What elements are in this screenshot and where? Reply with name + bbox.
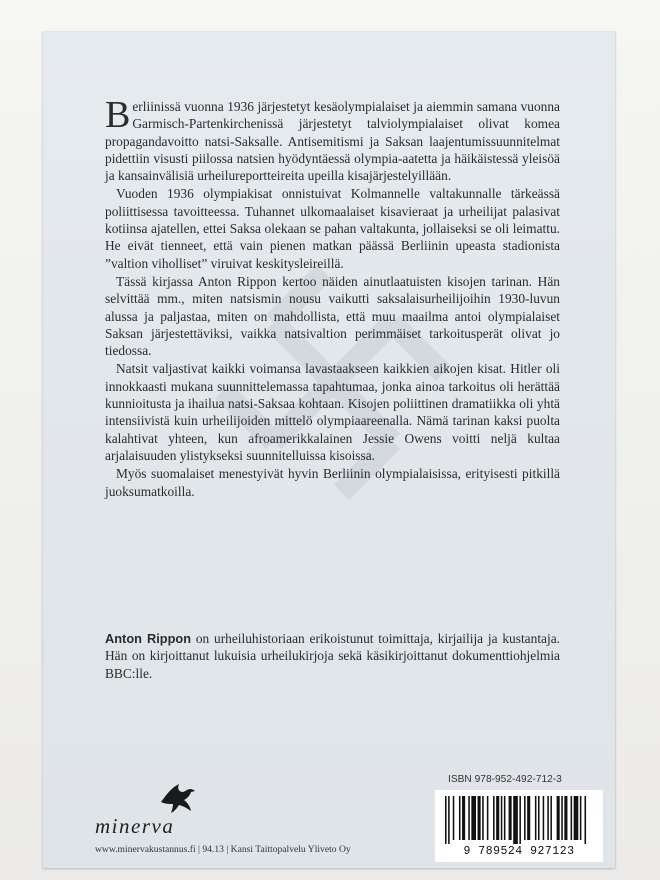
- barcode-bar: [513, 796, 518, 844]
- barcode-bar: [557, 796, 560, 840]
- blurb-paragraph-1: [105, 94, 560, 184]
- barcode-bar: [471, 796, 476, 840]
- barcode-bars: [443, 796, 595, 844]
- book-back-cover: [43, 32, 615, 868]
- barcode-bar: [585, 796, 587, 844]
- blurb-paragraph-4: Natsit valjastivat kaikki voimansa lavastaakseen kaikkien aikojen kisat. Hitler oli innokkaasti mukana suunnittelemassa tapahtumaa, jonka ainoa tarkoitus oli herättää kunnioitusta ja ihailua natsi-Saksaa kohtaan. Kisojen poliittinen dramatiikka oli yhtä intensiivistä kuin urheilijoiden mittelö olympiaareenalla. Nämä tarinan kaksi puolta kalahtivat yhteen, kun afroamerikkalainen Jessie Owens voitti neljä kultaa arjalaisuuden ylistykseksi suunnitelluissa kisoissa.: [105, 361, 560, 463]
- barcode-bar: [445, 796, 447, 844]
- barcode-bar: [496, 796, 499, 840]
- barcode-bar: [482, 796, 484, 840]
- raven-icon: [157, 780, 197, 816]
- author-bio-text: on urheiluhistoriaan erikoistunut toimittaja, kirjailija ja kustantaja. Hän on kirjoittanut lukuisia urheilukirjoja sekä käsikirjoittanut dokumenttiohjelmia BBC:lle.: [105, 631, 560, 681]
- barcode-bar: [519, 796, 521, 844]
- barcode-bar: [468, 796, 470, 840]
- blurb-paragraph-5: Myös suomalaiset menestyivät hyvin Berliinin olympialaisissa, erityisesti pitkillä juoksumatkoilla.: [105, 466, 560, 499]
- barcode-bar: [571, 796, 573, 840]
- barcode-bar: [574, 796, 579, 840]
- barcode-bar: [527, 796, 530, 840]
- blurb-paragraph-2: Vuoden 1936 olympiakisat onnistuivat Kolmannelle valtakunnalle tärkeässä poliittisessa tavoitteessa. Tuhannet ulkomaalaiset kisavieraat ja urheilijat palasivat kotiinsa ajatellen, ettei Saksa olekaan se pahan valtakunta, jollaiseksi se oli leimattu. He eivät tienneet, että vain pienen matkan päässä Berliinin upeasta stadionista ”valtion viholliset” viruivat keskitysleireillä.: [105, 186, 560, 271]
- dropcap-letter: B: [105, 94, 131, 136]
- barcode-bar: [524, 796, 526, 840]
- barcode-bar: [550, 796, 552, 840]
- barcode-bar: [561, 796, 563, 840]
- publisher-name: minerva: [95, 814, 175, 838]
- barcode-bar: [564, 796, 567, 840]
- barcode-bar: [547, 796, 549, 840]
- blurb-text: [105, 94, 560, 501]
- barcode: [435, 790, 603, 862]
- barcode-bar: [535, 796, 537, 840]
- barcode-bar: [493, 796, 495, 840]
- isbn-label: ISBN 978-952-492-712-3: [448, 774, 562, 785]
- author-name: Anton Rippon: [105, 631, 192, 646]
- blurb-paragraph-1-text: erliinissä vuonna 1936 järjestetyt kesäolympialaiset ja aiemmin samana vuonna Garmisch-Partenkirchenissä järjestetyt talviolympialaiset olivat komea propagandavoitto natsi-Saksalle. Antisemitismi ja Saksan laajentumissuunnitelmat pidettiin visusti piilossa natsien hyödyntäessä olympia-aatetta ja häikäistessä yleisöä ja kansainvälisiä urheilureportteireita upeilla kisajärjestelyillään.: [105, 99, 560, 184]
- publisher-logo: [95, 780, 225, 840]
- publisher-footer: www.minervakustannus.fi | 94.13 | Kansi Taittopalvelu Yliveto Oy: [95, 844, 351, 855]
- barcode-bar: [487, 796, 489, 840]
- barcode-bar: [501, 796, 503, 840]
- barcode-bar: [504, 796, 506, 840]
- blurb-paragraph-3: Tässä kirjassa Anton Rippon kertoo näiden ainutlaatuisten kisojen tarinan. Hän selvittää mm., miten natsismin nousu vaikutti saksalaisurheilijoihin 1930-luvun alussa ja paljastaa, miten on mahdollista, että muu maailma antoi olympialaiset Saksan järjestettäviksi, vaikka natsivaltion perimmäiset tarkoitusperät olivat jo tiedossa.: [105, 273, 560, 359]
- barcode-bar: [538, 796, 540, 840]
- barcode-bar: [453, 796, 455, 840]
- barcode-bar: [509, 796, 512, 840]
- barcode-bar: [580, 796, 582, 840]
- barcode-bar: [462, 796, 465, 840]
- barcode-bar: [478, 796, 481, 840]
- barcode-bar: [448, 796, 450, 844]
- barcode-digits: 9 789524 927123: [463, 845, 575, 858]
- barcode-bar: [459, 796, 461, 840]
- barcode-bar: [543, 796, 545, 840]
- author-bio: [105, 630, 560, 682]
